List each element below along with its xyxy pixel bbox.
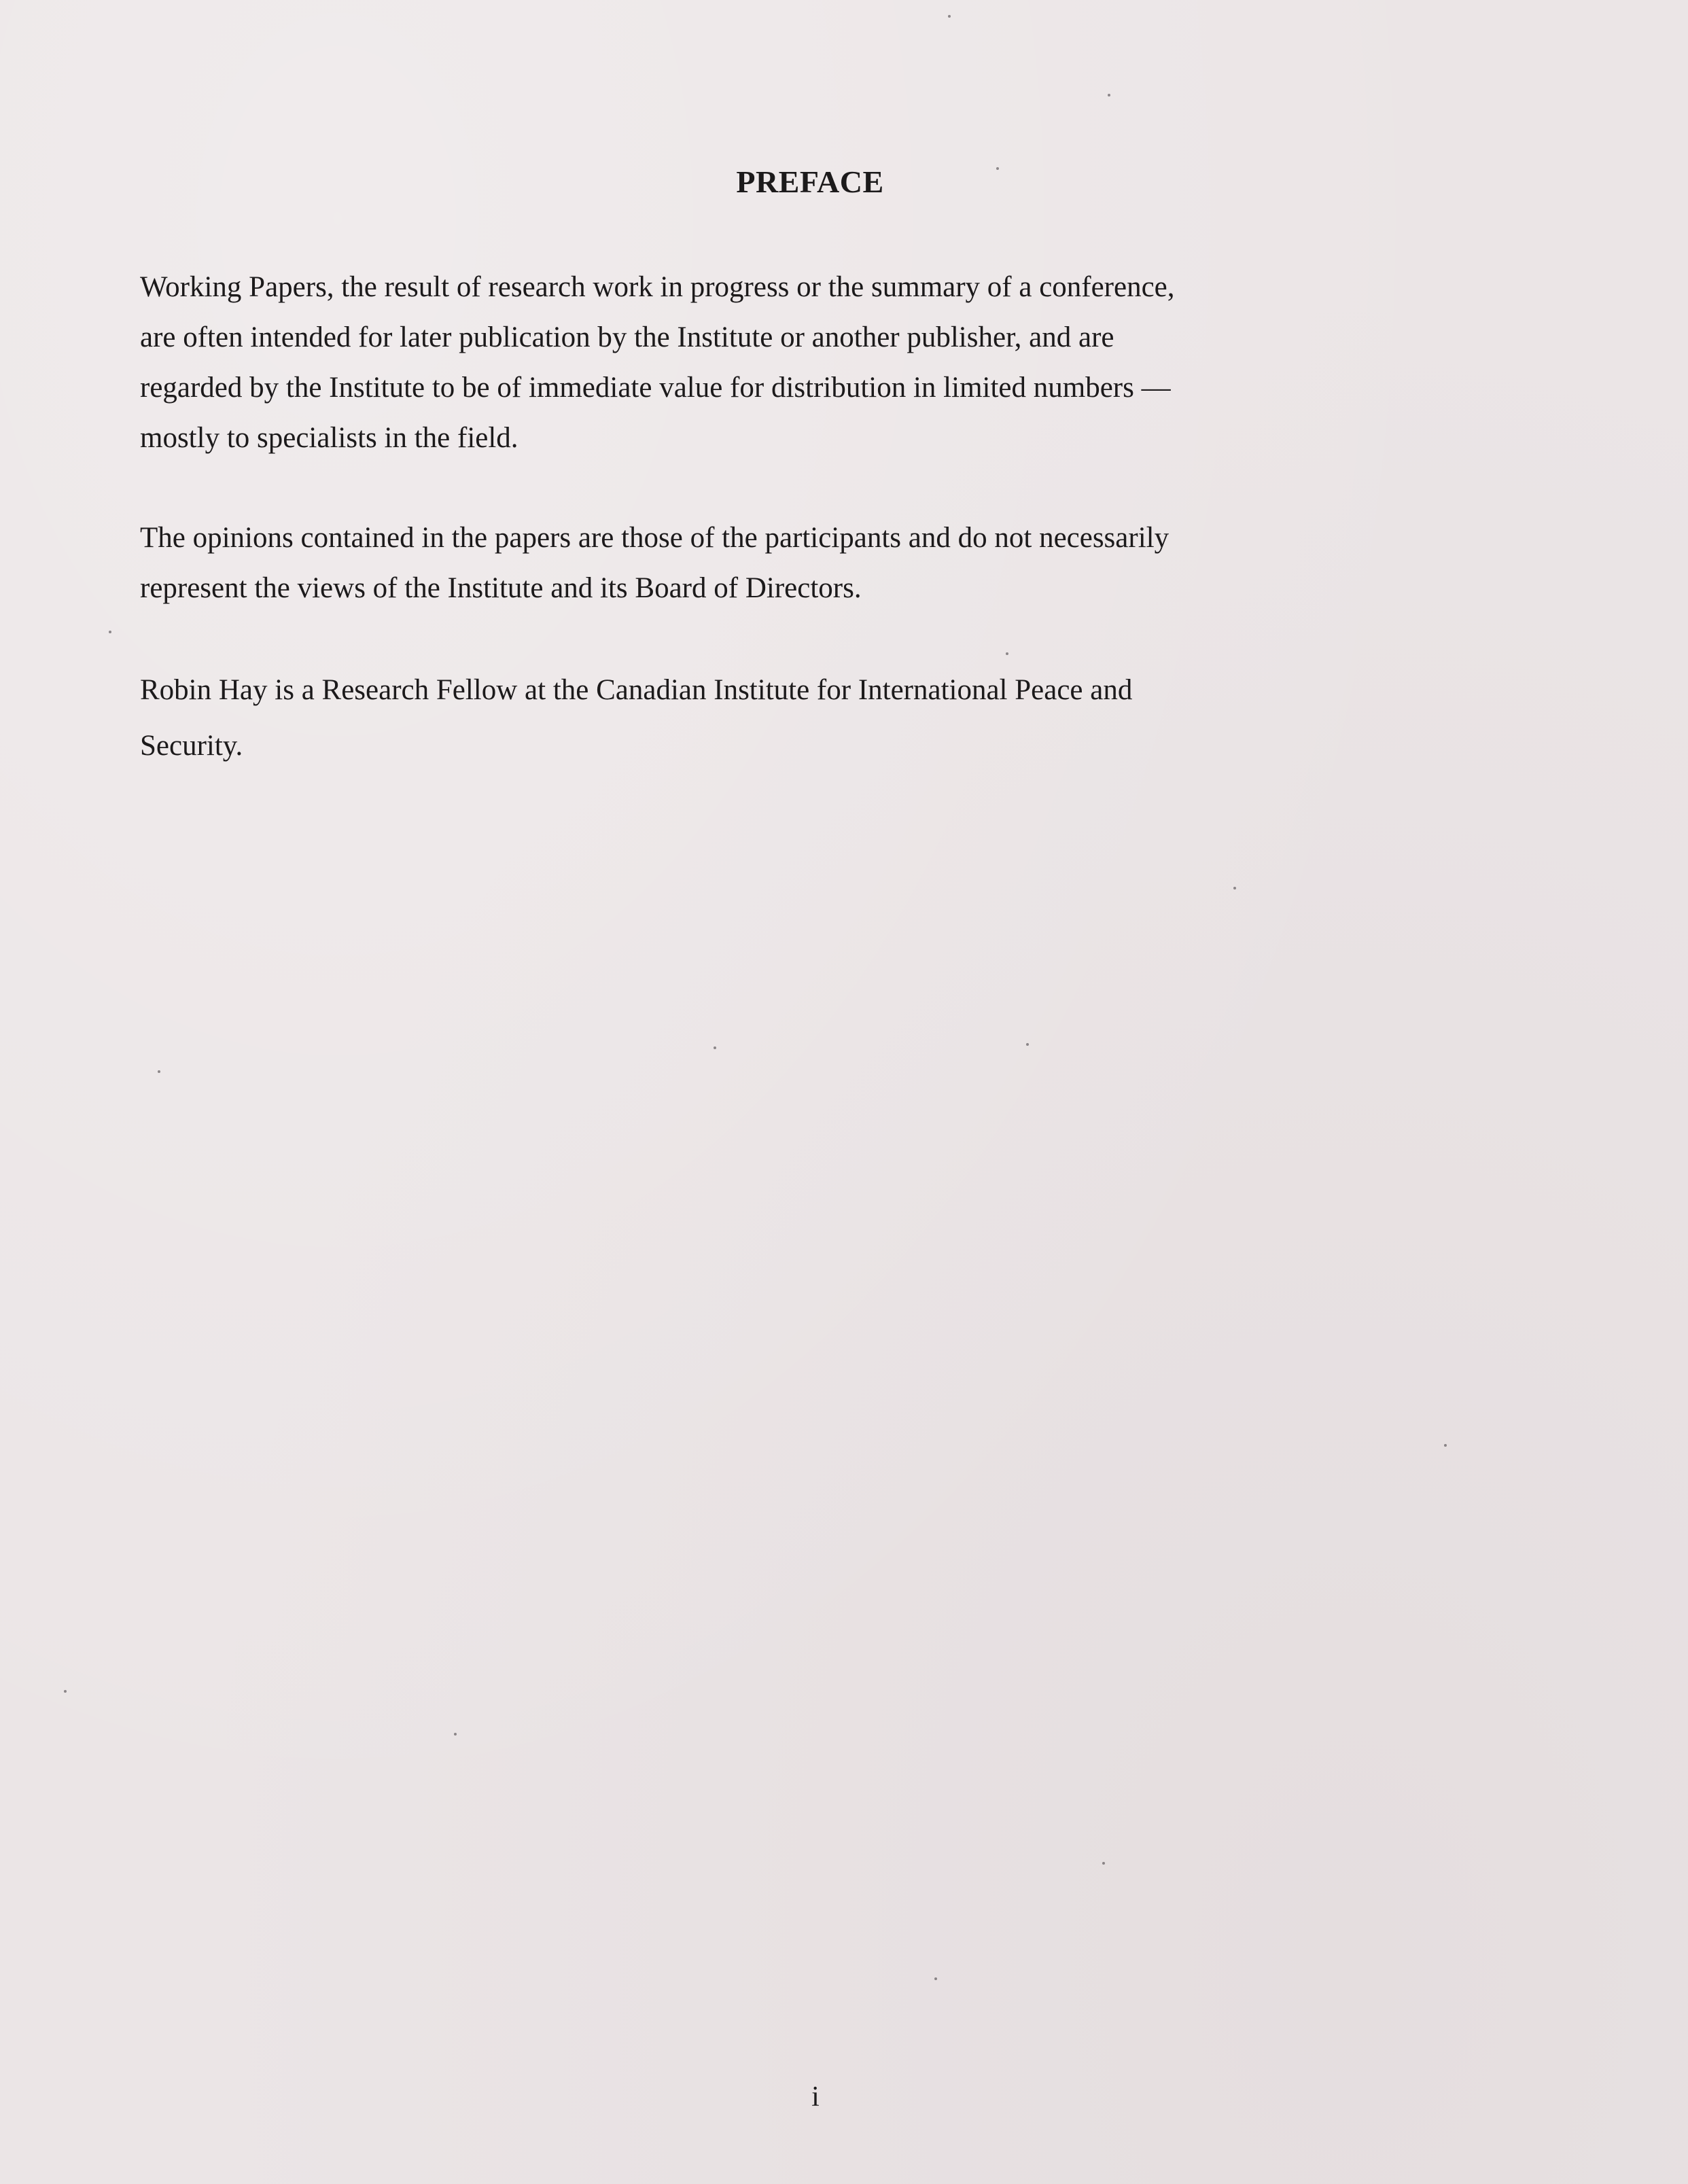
scan-speck	[64, 1690, 67, 1693]
paragraph-line: The opinions contained in the papers are those of the participants and do not necessarily	[140, 522, 1170, 554]
paragraph-working-papers	[140, 262, 1458, 463]
paragraph-line: mostly to specialists in the field.	[140, 422, 518, 454]
scan-speck	[1026, 1043, 1029, 1046]
scan-speck	[454, 1733, 457, 1736]
paragraph-author-note	[140, 665, 1458, 771]
scan-speck	[158, 1070, 160, 1073]
scan-speck	[1108, 94, 1110, 96]
page-number: i	[811, 2081, 820, 2113]
paragraph-line: regarded by the Institute to be of immediate value for distribution in limited numbers —	[140, 372, 1171, 404]
scan-speck	[1444, 1444, 1447, 1447]
paragraph-line: are often intended for later publication by the Institute or another publisher, and are	[140, 321, 1114, 353]
page-title: PREFACE	[736, 164, 884, 199]
scan-speck	[934, 1977, 937, 1980]
scan-speck	[948, 15, 951, 18]
paragraph-opinions	[140, 513, 1458, 614]
scan-speck	[1102, 1862, 1105, 1865]
scan-speck	[109, 631, 111, 633]
scan-speck	[714, 1046, 716, 1049]
paragraph-line: Robin Hay is a Research Fellow at the Canadian Institute for International Peace and	[140, 674, 1133, 706]
paragraph-line: Working Papers, the result of research work in progress or the summary of a conference,	[140, 271, 1175, 303]
scan-speck	[996, 167, 999, 170]
scan-speck	[1233, 887, 1236, 890]
paragraph-line: Security.	[140, 730, 243, 762]
paragraph-line: represent the views of the Institute and its Board of Directors.	[140, 572, 862, 604]
scan-speck	[1006, 652, 1008, 655]
